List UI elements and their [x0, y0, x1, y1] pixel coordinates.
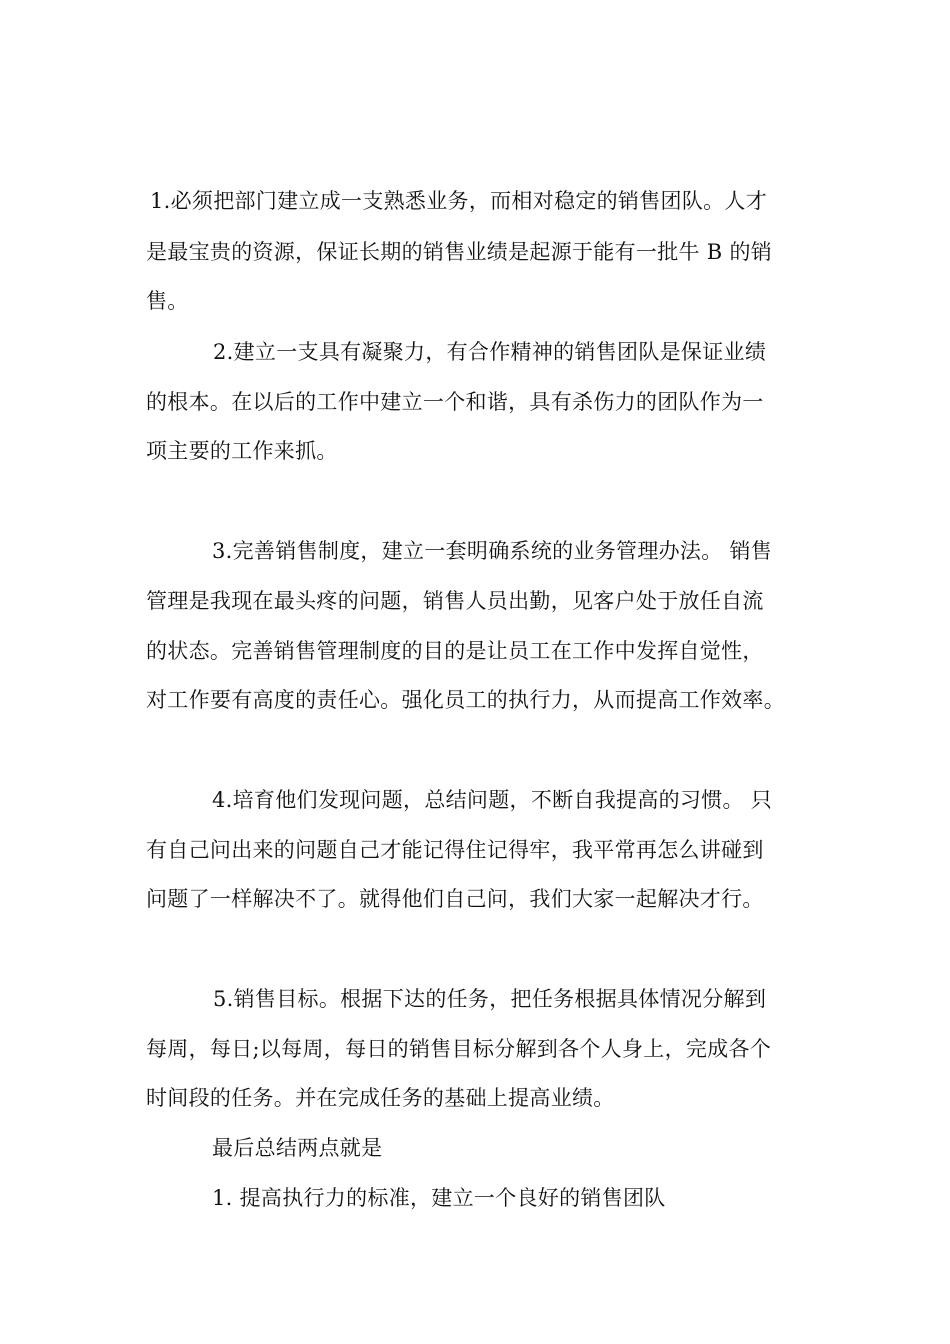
- paragraph-5-line-1: 5.销售目标。根据下达的任务，把任务根据具体情况分解到: [213, 987, 767, 1011]
- paragraph-3-line-1: 3.完善销售制度，建立一套明确系统的业务管理办法。 销售: [212, 539, 773, 563]
- paragraph-2-line-2: 的根本。在以后的工作中建立一个和谐，具有杀伤力的团队作为一: [146, 390, 764, 414]
- paragraph-2-line-1: 2.建立一支具有凝聚力，有合作精神的销售团队是保证业绩: [213, 340, 767, 364]
- paragraph-4-line-2: 有自己问出来的问题自己才能记得住记得牢，我平常再怎么讲碰到: [146, 838, 764, 862]
- summary-item-1: 1. 提高执行力的标准，建立一个良好的销售团队: [212, 1186, 666, 1210]
- paragraph-1-line-2: 是最宝贵的资源，保证长期的销售业绩是起源于能有一批牛 B 的销: [146, 240, 773, 264]
- paragraph-5-line-2: 每周，每日;以每周，每日的销售目标分解到各个人身上，完成各个: [146, 1037, 772, 1061]
- summary-heading: 最后总结两点就是: [212, 1136, 383, 1160]
- paragraph-3-line-3: 的状态。完善销售管理制度的目的是让员工在工作中发挥自觉性，: [146, 639, 764, 663]
- paragraph-3-line-2: 管理是我现在最头疼的问题，销售人员出勤，见客户处于放任自流: [146, 589, 764, 613]
- paragraph-3-line-4: 对工作要有高度的责任心。强化员工的执行力，从而提高工作效率。: [146, 688, 785, 712]
- paragraph-4-line-3: 问题了一样解决不了。就得他们自己问，我们大家一起解决才行。: [146, 887, 764, 911]
- paragraph-2-line-3: 项主要的工作来抓。: [146, 439, 338, 463]
- paragraph-4-line-1: 4.培育他们发现问题，总结问题，不断自我提高的习惯。 只: [212, 788, 773, 812]
- paragraph-5-line-3: 时间段的任务。并在完成任务的基础上提高业绩。: [146, 1086, 615, 1110]
- paragraph-1-line-1: 1.必须把部门建立成一支熟悉业务，而相对稳定的销售团队。人才: [150, 189, 768, 213]
- paragraph-1-line-3: 售。: [146, 289, 189, 313]
